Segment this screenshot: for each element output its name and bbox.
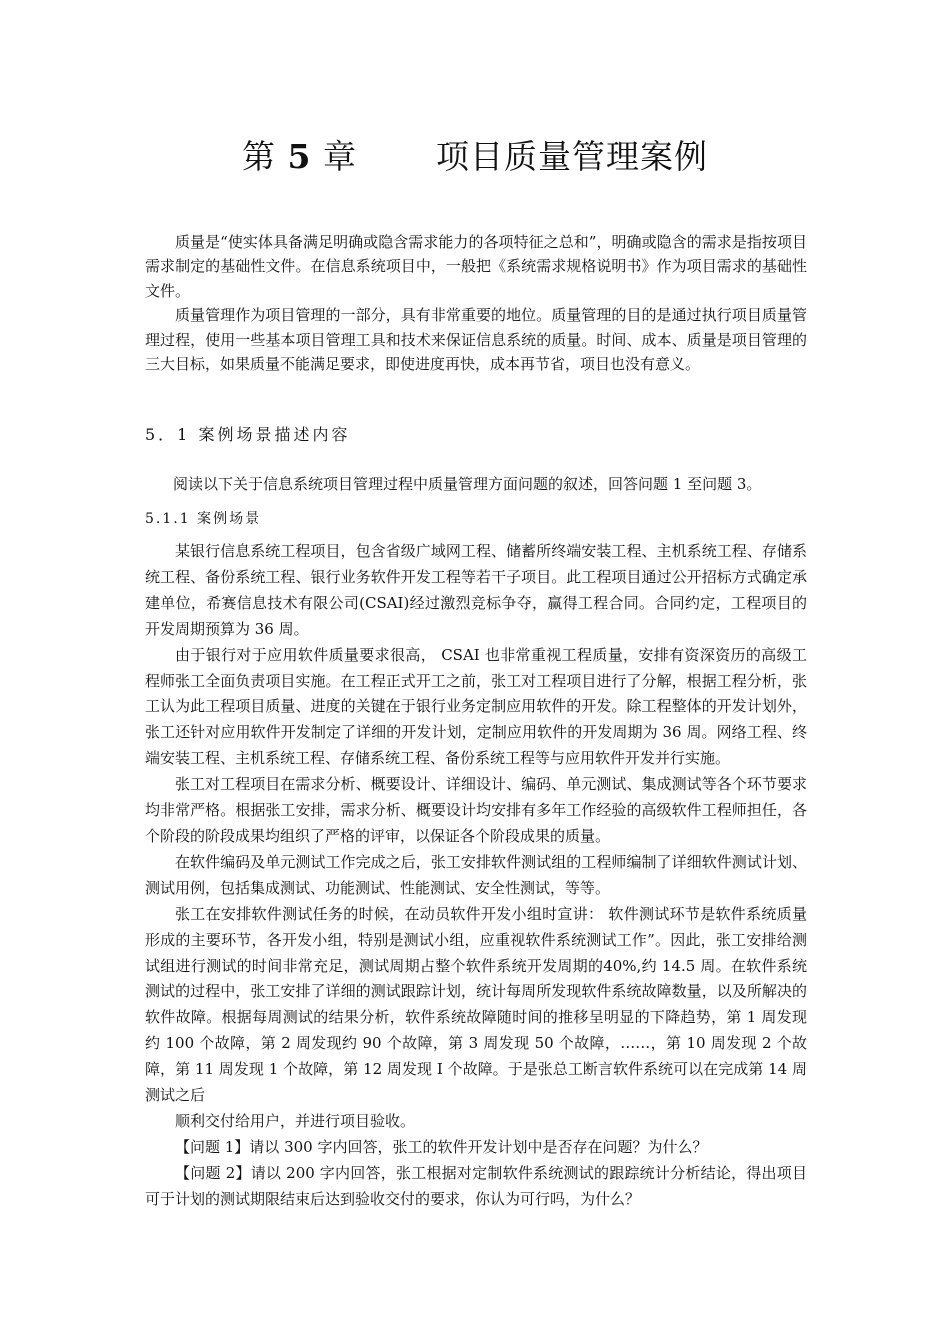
case-paragraph-6: 顺利交付给用户，并进行项目验收。 — [175, 1111, 416, 1130]
intro-paragraph-1: 质量是“使实体具备满足明确或隐含需求能力的各项特征之总和”，明确或隐含的需求是指按项目需求制定的基础性文件。在信息系统项目中，一般把《系统需求规格说明书》作为项目需求的基础性文件。 — [145, 233, 807, 300]
question-1: 【问题 1】请以 300 字内回答，张工的软件开发计划中是否存在问题？为什么？ — [175, 1137, 708, 1156]
intro-block — [145, 230, 807, 376]
chapter-title — [0, 132, 950, 182]
case-block — [145, 539, 807, 1213]
case-paragraph-4: 在软件编码及单元测试工作完成之后，张工安排软件测试组的工程师编制了详细软件测试计划、测试用例，包括集成测试、功能测试、性能测试、安全性测试，等等。 — [145, 852, 807, 897]
subsection-heading: 5.1.1 案例场景 — [145, 511, 262, 527]
section-heading: 5．1 案例场景描述内容 — [145, 425, 351, 444]
case-paragraph-5: 张工在安排软件测试任务的时候，在动员软件开发小组时宣讲： 软件测试环节是软件系统质量形成的主要环节，各开发小组，特别是测试小组，应重视软件系统测试工作”。因此，张工安排给测试组进行测试的时间非常充足，测试周期占整个软件系统开发周期的40%,约 14.5 周。在软件系统测试的过程中，张工安排了详细的测试跟踪计划，统计每周所发现软件系统故障数量，以及所解决的软件故障。根据每周测试的结果分析，软件系统故障随时间的推移呈明显的下降趋势，第 1 周发现约 100 个故障，第 2 周发现约 90 个故障，第 3 周发现 50 个故障，……，第 10 周发现 2 个故障，第 11 周发现 1 个故障，第 12 周发现 I 个故障。于是张总工断言软件系统可以在完成第 14 周测试之后 — [145, 904, 807, 1105]
question-2: 【问题 2】请以 200 字内回答，张工根据对定制软件系统测试的跟踪统计分析结论，得出项目可于计划的测试期限结束后达到验收交付的要求，你认为可行吗，为什么？ — [145, 1163, 807, 1208]
chapter-suffix: 章 — [322, 137, 357, 176]
section-instruction: 阅读以下关于信息系统项目管理过程中质量管理方面问题的叙述，回答问题 1 至问题 3。 — [173, 475, 762, 493]
case-paragraph-1: 某银行信息系统工程项目，包含省级广域网工程、储蓄所终端安装工程、主机系统工程、存储系统工程、备份系统工程、银行业务软件开发工程等若干子项目。此工程项目通过公开招标方式确定承建单位，希赛信息技术有限公司(CSAI)经过激烈竞标争夺，赢得工程合同。合同约定，工程项目的开发周期预算为 36 周。 — [145, 542, 807, 638]
intro-paragraph-2: 质量管理作为项目管理的一部分，具有非常重要的地位。质量管理的目的是通过执行项目质量管理过程，使用一些基本项目管理工具和技术来保证信息系统的质量。时间、成本、质量是项目管理的三大目标，如果质量不能满足要求，即使进度再快，成本再节省，项目也没有意义。 — [145, 306, 807, 374]
chapter-name: 项目质量管理案例 — [435, 137, 708, 176]
case-paragraph-3: 张工对工程项目在需求分析、概要设计、详细设计、编码、单元测试、集成测试等各个环节要求均非常严格。根据张工安排，需求分析、概要设计均安排有多年工作经验的高级软件工程师担任，各个阶段的阶段成果均组织了严格的评审，以保证各个阶段成果的质量。 — [145, 775, 807, 845]
case-paragraph-2: 由于银行对于应用软件质量要求很高， CSAI 也非常重视工程质量，安排有资深资历的高级工程师张工全面负责项目实施。在工程正式开工之前，张工对工程项目进行了分解，根据工程分析，张工认为此工程项目质量、进度的关键在于银行业务定制应用软件的开发。除工程整体的开发计划外，张工还针对应用软件开发制定了详细的开发计划，定制应用软件的开发周期为 36 周。网络工程、终端安装工程、主机系统工程、存储系统工程、备份系统工程等与应用软件开发并行实施。 — [145, 645, 807, 768]
chapter-prefix: 第 — [242, 137, 277, 176]
chapter-number: 5 — [287, 137, 312, 176]
